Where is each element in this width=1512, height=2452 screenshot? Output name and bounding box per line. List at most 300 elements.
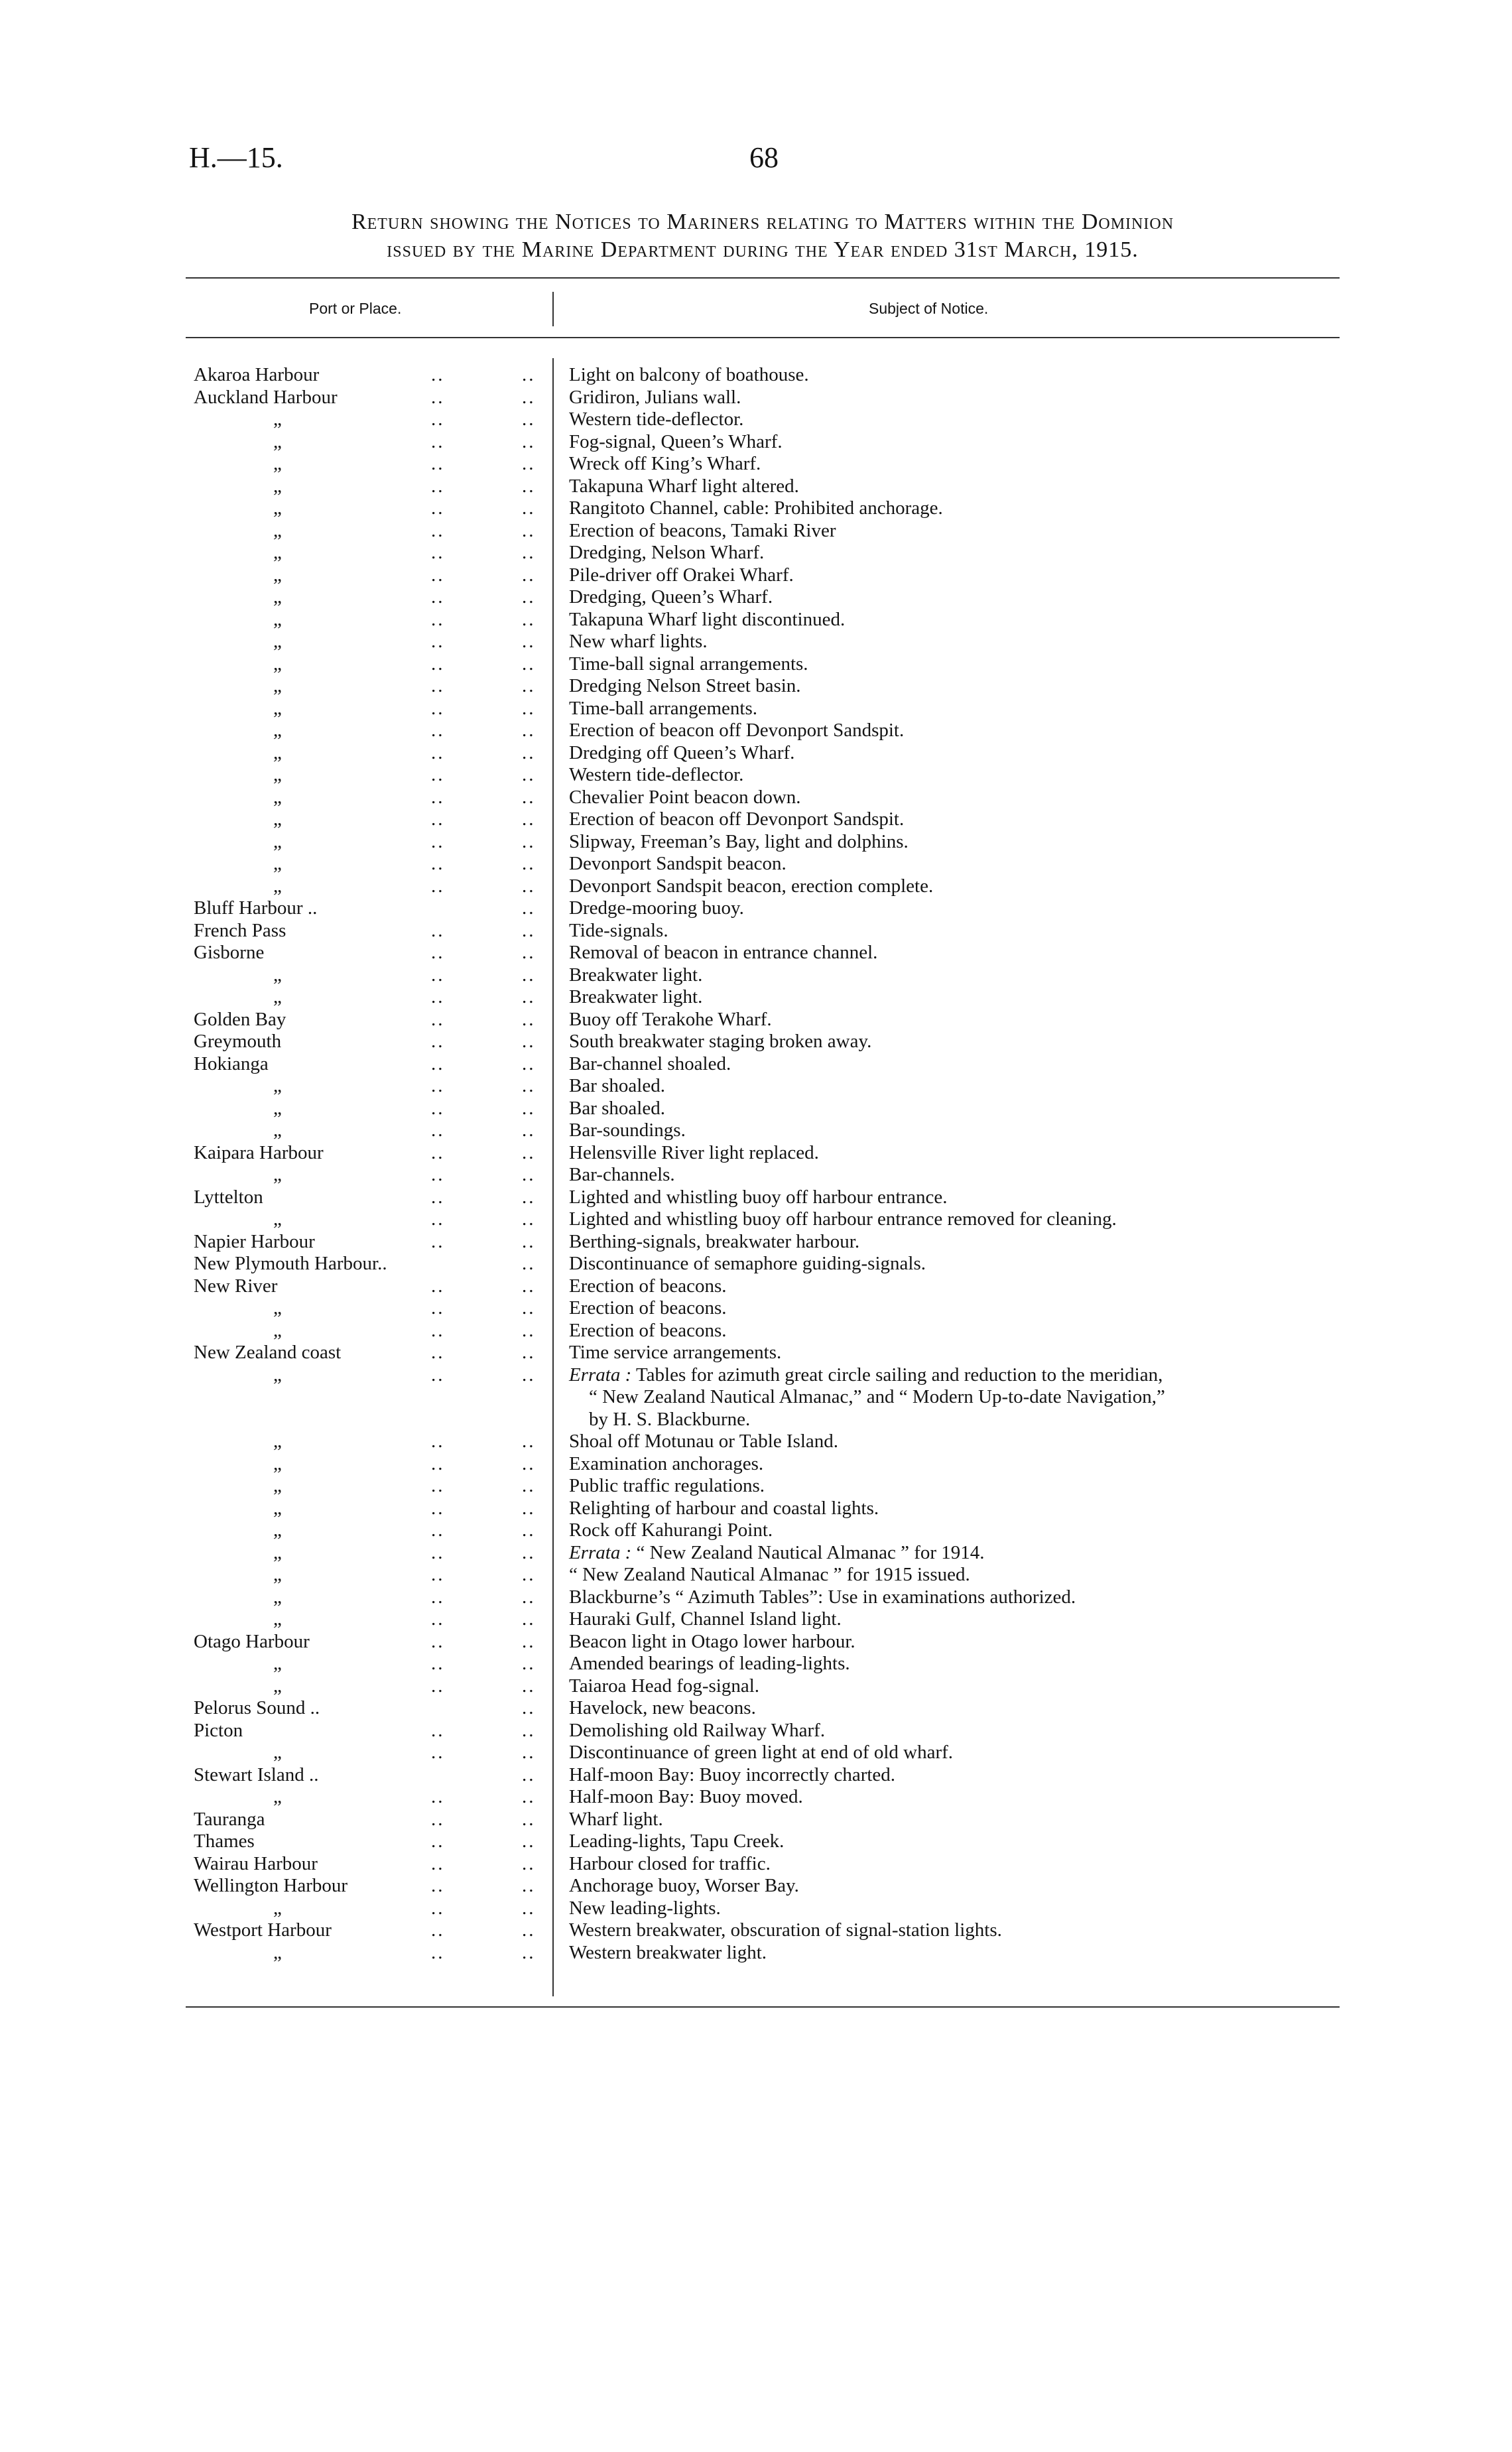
table-row — [0, 1342, 1512, 1364]
subject-cell — [569, 564, 794, 587]
subject-text: Time-ball arrangements. — [569, 697, 758, 719]
port-cell: „ — [273, 542, 282, 563]
table-row — [0, 586, 1512, 609]
leader-dots: .. — [522, 519, 536, 541]
subject-cell — [569, 409, 743, 431]
subject-text: Light on balcony of boathouse. — [569, 364, 809, 385]
header-bottom-rule — [186, 337, 1340, 338]
subject-text: Takapuna Wharf light discontinued. — [569, 608, 846, 630]
leader-dots: .. — [522, 1319, 536, 1341]
leader-dots: .. — [431, 1452, 445, 1474]
leader-dots: .. — [431, 1075, 445, 1096]
subject-text: Rock off Kahurangi Point. — [569, 1519, 773, 1541]
port-cell: „ — [273, 1742, 282, 1763]
table-row — [0, 942, 1512, 964]
subject-text: Time service arrangements. — [569, 1342, 782, 1363]
table-row — [0, 853, 1512, 875]
subject-text: Breakwater light. — [569, 964, 703, 986]
port-cell: „ — [273, 764, 282, 785]
port-cell: New Plymouth Harbour.. — [194, 1253, 387, 1274]
subject-text: Examination anchorages. — [569, 1452, 764, 1474]
subject-cell — [569, 1919, 1002, 1942]
table-row — [0, 1297, 1512, 1320]
subject-cell — [569, 653, 808, 676]
subject-text: Bar shoaled. — [569, 1097, 665, 1119]
leader-dots: .. — [522, 631, 536, 652]
subject-text: Erection of beacons. — [569, 1319, 727, 1341]
leader-dots: .. — [431, 519, 445, 541]
leader-dots: .. — [522, 1586, 536, 1608]
subject-text: Erection of beacons, Tamaki River — [569, 519, 836, 541]
leader-dots: .. — [431, 1808, 445, 1830]
table-title — [186, 208, 1340, 264]
port-cell: Pelorus Sound .. — [194, 1697, 320, 1718]
leader-dots: .. — [431, 1164, 445, 1185]
table-row — [0, 808, 1512, 831]
leader-dots: .. — [522, 1564, 536, 1585]
port-cell: Lyttelton — [194, 1186, 263, 1208]
port-cell: Westport Harbour — [194, 1919, 332, 1941]
subject-text: Anchorage buoy, Worser Bay. — [569, 1875, 799, 1896]
table-row — [0, 1275, 1512, 1298]
subject-text: Tables for azimuth great circle sailing and reduction to the meridian, — [631, 1364, 1163, 1386]
leader-dots: .. — [431, 653, 445, 675]
table-row — [0, 1631, 1512, 1653]
port-cell: „ — [273, 1097, 282, 1119]
subject-cell — [569, 1164, 675, 1187]
leader-dots: .. — [431, 764, 445, 785]
subject-cell — [569, 720, 904, 742]
leader-dots: .. — [431, 919, 445, 941]
subject-cell — [569, 1275, 727, 1298]
subject-text: Wreck off King’s Wharf. — [569, 453, 761, 474]
subject-text: “ New Zealand Nautical Almanac ” for 1914. — [631, 1541, 985, 1563]
subject-text: Half-moon Bay: Buoy moved. — [569, 1786, 803, 1807]
table-row — [0, 1098, 1512, 1120]
subject-text: Hauraki Gulf, Channel Island light. — [569, 1608, 842, 1630]
subject-text: Half-moon Bay: Buoy incorrectly charted. — [569, 1764, 896, 1785]
table-row — [0, 787, 1512, 809]
table-row — [0, 1431, 1512, 1453]
leader-dots: .. — [522, 830, 536, 852]
leader-dots: .. — [431, 1653, 445, 1674]
leader-dots: .. — [431, 1342, 445, 1363]
leader-dots: .. — [522, 720, 536, 741]
leader-dots: .. — [431, 1919, 445, 1941]
port-cell: „ — [273, 1941, 282, 1963]
port-cell: „ — [273, 853, 282, 874]
subject-text: Devonport Sandspit beacon, erection complete. — [569, 875, 934, 897]
subject-text: “ New Zealand Nautical Almanac ” for 1915 issued. — [569, 1564, 970, 1585]
leader-dots: .. — [431, 853, 445, 874]
leader-dots: .. — [522, 942, 536, 963]
subject-cell — [569, 497, 943, 520]
subject-text: Erection of beacon off Devonport Sandspit. — [569, 808, 905, 830]
subject-cell — [569, 1720, 825, 1742]
port-cell: „ — [273, 808, 282, 830]
table-row — [0, 1053, 1512, 1076]
subject-cell — [569, 853, 787, 875]
table-row — [0, 1142, 1512, 1165]
leader-dots: .. — [522, 1852, 536, 1874]
subject-text: Fog-signal, Queen’s Wharf. — [569, 430, 783, 452]
port-cell: „ — [273, 875, 282, 897]
leader-dots: .. — [431, 720, 445, 741]
subject-text: Western tide-deflector. — [569, 764, 744, 785]
leader-dots: .. — [522, 1519, 536, 1541]
header-column-divider — [552, 292, 554, 326]
subject-cell — [569, 1120, 686, 1142]
leader-dots: .. — [522, 1897, 536, 1919]
leader-dots: .. — [522, 409, 536, 430]
column-header-subject: Subject of Notice. — [869, 300, 989, 317]
leader-dots: .. — [431, 430, 445, 452]
table-row — [0, 1742, 1512, 1764]
port-cell: „ — [273, 1120, 282, 1141]
leader-dots: .. — [431, 1319, 445, 1341]
port-cell: „ — [273, 986, 282, 1007]
subject-cell — [569, 476, 799, 498]
port-cell: „ — [273, 564, 282, 586]
table-row — [0, 897, 1512, 920]
table-row — [0, 653, 1512, 676]
page-header — [189, 141, 1343, 180]
leader-dots: .. — [522, 1608, 536, 1630]
subject-text: Western tide-deflector. — [569, 409, 744, 430]
subject-cell — [569, 787, 801, 809]
subject-text: Removal of beacon in entrance channel. — [569, 942, 878, 963]
leader-dots: .. — [431, 1097, 445, 1119]
subject-text: Wharf light. — [569, 1808, 663, 1830]
table-row — [0, 875, 1512, 898]
title-line-1: Return showing the Notices to Mariners relating to Matters within the Dominion — [351, 210, 1174, 234]
port-cell: „ — [273, 720, 282, 741]
leader-dots: .. — [431, 1008, 445, 1030]
subject-cell — [569, 1942, 767, 1965]
leader-dots: .. — [522, 1541, 536, 1563]
leader-dots: .. — [522, 808, 536, 830]
leader-dots: .. — [431, 786, 445, 808]
subject-cell — [569, 586, 773, 609]
table-row — [0, 1475, 1512, 1498]
leader-dots: .. — [522, 386, 536, 408]
port-cell: Greymouth — [194, 1031, 282, 1052]
subject-text: Lighted and whistling buoy off harbour entrance removed for cleaning. — [569, 1208, 1117, 1230]
subject-cell — [569, 1809, 663, 1831]
table-row — [0, 387, 1512, 409]
leader-dots: .. — [431, 1831, 445, 1852]
table-row — [0, 986, 1512, 1009]
port-cell: Stewart Island .. — [194, 1764, 319, 1785]
leader-dots: .. — [522, 564, 536, 586]
port-cell: „ — [273, 1475, 282, 1496]
subject-cell — [569, 698, 757, 720]
leader-dots: .. — [522, 697, 536, 719]
leader-dots: .. — [522, 1831, 536, 1852]
table-row — [0, 364, 1512, 387]
subject-text: Dredging, Queen’s Wharf. — [569, 586, 773, 608]
notices-table — [0, 364, 1512, 1964]
subject-text: Pile-driver off Orakei Wharf. — [569, 564, 794, 586]
column-header-port: Port or Place. — [309, 300, 402, 317]
table-row — [0, 1409, 1512, 1431]
table-row — [0, 497, 1512, 520]
leader-dots: .. — [431, 1541, 445, 1563]
leader-dots: .. — [431, 1875, 445, 1896]
table-row — [0, 631, 1512, 653]
subject-text: Berthing-signals, breakwater harbour. — [569, 1230, 860, 1252]
subject-cell — [569, 453, 761, 476]
table-row — [0, 1586, 1512, 1609]
leader-dots: .. — [522, 1342, 536, 1363]
port-cell: „ — [273, 1541, 282, 1563]
table-row — [0, 831, 1512, 854]
port-cell: „ — [273, 430, 282, 452]
port-cell: „ — [273, 1786, 282, 1807]
leader-dots: .. — [431, 1031, 445, 1052]
subject-text: Erection of beacons. — [569, 1297, 727, 1319]
subject-text: Dredging off Queen’s Wharf. — [569, 742, 795, 763]
leader-dots: .. — [431, 364, 445, 385]
leader-dots: .. — [431, 409, 445, 430]
table-row — [0, 1608, 1512, 1631]
leader-dots: .. — [431, 608, 445, 630]
table-row — [0, 1519, 1512, 1542]
leader-dots: .. — [431, 386, 445, 408]
leader-dots: .. — [431, 475, 445, 497]
table-row — [0, 1187, 1512, 1209]
subject-cell — [569, 609, 845, 631]
table-row — [0, 1208, 1512, 1231]
table-row — [0, 1875, 1512, 1898]
leader-dots: .. — [431, 1497, 445, 1519]
table-row — [0, 964, 1512, 987]
leader-dots: .. — [522, 1097, 536, 1119]
subject-cell — [569, 1586, 1076, 1609]
leader-dots: .. — [522, 1120, 536, 1141]
subject-cell — [569, 742, 794, 765]
subject-text: Buoy off Terakohe Wharf. — [569, 1008, 772, 1030]
table-row — [0, 764, 1512, 787]
leader-dots: .. — [431, 742, 445, 763]
leader-dots: .. — [522, 475, 536, 497]
table-row — [0, 1898, 1512, 1920]
port-cell: „ — [273, 742, 282, 763]
table-row — [0, 1809, 1512, 1831]
leader-dots: .. — [522, 1786, 536, 1807]
port-cell: „ — [273, 1075, 282, 1096]
leader-dots: .. — [522, 1919, 536, 1941]
subject-text: Lighted and whistling buoy off harbour entrance. — [569, 1186, 948, 1208]
port-cell: Kaipara Harbour — [194, 1141, 324, 1163]
leader-dots: .. — [522, 1008, 536, 1030]
leader-dots: .. — [522, 653, 536, 675]
subject-text: New wharf lights. — [569, 631, 708, 652]
subject-cell — [569, 764, 743, 787]
table-row — [0, 1831, 1512, 1853]
port-cell: Napier Harbour — [194, 1230, 315, 1252]
subject-cell — [569, 1320, 727, 1342]
table-row — [0, 1697, 1512, 1720]
subject-cell — [569, 542, 764, 564]
subject-cell — [589, 1409, 750, 1431]
table-row — [0, 742, 1512, 765]
subject-text: New leading-lights. — [569, 1897, 721, 1919]
subject-text: Taiaroa Head fog-signal. — [569, 1675, 760, 1697]
subject-text: Devonport Sandspit beacon. — [569, 853, 787, 874]
title-line-2: issued by the Marine Department during the Year ended 31st March, 1915. — [387, 237, 1139, 262]
subject-cell — [569, 1142, 819, 1165]
subject-cell — [569, 1519, 773, 1542]
table-row — [0, 698, 1512, 720]
port-cell: Akaroa Harbour — [194, 364, 320, 385]
subject-text: Havelock, new beacons. — [569, 1697, 756, 1718]
subject-cell — [569, 986, 702, 1009]
leader-dots: .. — [431, 1630, 445, 1652]
subject-text: Tide-signals. — [569, 919, 668, 941]
subject-cell — [569, 1475, 765, 1498]
table-row — [0, 1786, 1512, 1809]
port-cell: „ — [273, 1564, 282, 1585]
subject-cell — [569, 831, 909, 854]
subject-cell — [569, 1297, 727, 1320]
leader-dots: .. — [522, 608, 536, 630]
leader-dots: .. — [522, 542, 536, 563]
port-cell: „ — [273, 1364, 282, 1386]
port-cell: „ — [273, 1297, 282, 1319]
leader-dots: .. — [522, 1431, 536, 1452]
subject-cell — [569, 431, 783, 454]
leader-dots: .. — [522, 742, 536, 763]
leader-dots: .. — [431, 1120, 445, 1141]
leader-dots: .. — [522, 1186, 536, 1208]
subject-text: Dredge-mooring buoy. — [569, 897, 744, 919]
subject-text: Bar-channels. — [569, 1164, 675, 1185]
errata-label: Errata : — [569, 1541, 632, 1563]
leader-dots: .. — [431, 1208, 445, 1230]
leader-dots: .. — [522, 497, 536, 519]
port-cell: „ — [273, 1452, 282, 1474]
table-row — [0, 675, 1512, 698]
subject-text: Public traffic regulations. — [569, 1475, 765, 1496]
subject-cell — [569, 1742, 953, 1764]
port-cell: „ — [273, 631, 282, 652]
leader-dots: .. — [431, 564, 445, 586]
subject-text: Chevalier Point beacon down. — [569, 786, 801, 808]
leader-dots: .. — [522, 964, 536, 986]
leader-dots: .. — [431, 986, 445, 1007]
subject-cell — [569, 364, 809, 387]
table-row — [0, 431, 1512, 454]
subject-cell — [569, 1542, 985, 1565]
port-cell: „ — [273, 1897, 282, 1919]
leader-dots: .. — [522, 1031, 536, 1052]
leader-dots: .. — [522, 1475, 536, 1496]
table-row — [0, 1675, 1512, 1698]
port-cell: Hokianga — [194, 1053, 269, 1074]
subject-cell — [569, 1031, 871, 1053]
port-cell: Auckland Harbour — [194, 386, 338, 408]
leader-dots: .. — [431, 1675, 445, 1697]
subject-cell — [569, 1075, 665, 1098]
table-row — [0, 564, 1512, 587]
leader-dots: .. — [431, 1297, 445, 1319]
table-row — [0, 1542, 1512, 1565]
subject-cell — [569, 1498, 879, 1520]
leader-dots: .. — [431, 1897, 445, 1919]
port-cell: Gisborne — [194, 942, 265, 963]
leader-dots: .. — [522, 430, 536, 452]
subject-cell — [569, 1853, 771, 1876]
subject-text: Leading-lights, Tapu Creek. — [569, 1831, 785, 1852]
table-row — [0, 1498, 1512, 1520]
leader-dots: .. — [522, 1297, 536, 1319]
leader-dots: .. — [431, 1186, 445, 1208]
subject-cell — [569, 1786, 803, 1809]
port-cell: French Pass — [194, 919, 286, 941]
leader-dots: .. — [522, 1675, 536, 1697]
leader-dots: .. — [431, 497, 445, 519]
table-row — [0, 1320, 1512, 1342]
port-cell: Thames — [194, 1831, 255, 1852]
leader-dots: .. — [522, 853, 536, 874]
leader-dots: .. — [522, 1253, 536, 1274]
leader-dots: .. — [522, 1719, 536, 1741]
subject-text: Western breakwater light. — [569, 1941, 767, 1963]
leader-dots: .. — [522, 764, 536, 785]
subject-text: Helensville River light replaced. — [569, 1141, 819, 1163]
leader-dots: .. — [522, 1764, 536, 1785]
subject-cell — [569, 1253, 926, 1275]
leader-dots: .. — [522, 1497, 536, 1519]
leader-dots: .. — [522, 1275, 536, 1297]
port-cell: „ — [273, 453, 282, 474]
port-cell: „ — [273, 1653, 282, 1674]
port-cell: New River — [194, 1275, 278, 1297]
port-cell: Otago Harbour — [194, 1630, 310, 1652]
subject-text: Erection of beacons. — [569, 1275, 727, 1297]
subject-cell — [569, 1053, 731, 1076]
leader-dots: .. — [522, 786, 536, 808]
subject-text: Slipway, Freeman’s Bay, light and dolphins. — [569, 830, 909, 852]
port-cell: Tauranga — [194, 1808, 265, 1830]
leader-dots: .. — [431, 586, 445, 608]
table-row — [0, 1164, 1512, 1187]
port-cell: Wellington Harbour — [194, 1875, 348, 1896]
subject-text: Bar shoaled. — [569, 1075, 665, 1096]
subject-text: Amended bearings of leading-lights. — [569, 1653, 850, 1674]
subject-cell — [569, 675, 801, 698]
leader-dots: .. — [522, 1053, 536, 1074]
subject-cell — [569, 1875, 799, 1898]
subject-text: Blackburne’s “ Azimuth Tables”: Use in examinations authorized. — [569, 1586, 1076, 1608]
port-cell: „ — [273, 475, 282, 497]
leader-dots: .. — [431, 542, 445, 563]
subject-cell — [569, 1187, 947, 1209]
table-row — [0, 520, 1512, 543]
leader-dots: .. — [431, 453, 445, 474]
port-cell: Bluff Harbour .. — [194, 897, 318, 919]
subject-cell — [569, 1631, 855, 1653]
table-row — [0, 542, 1512, 564]
leader-dots: .. — [431, 875, 445, 897]
leader-dots: .. — [522, 1208, 536, 1230]
port-cell: „ — [273, 830, 282, 852]
subject-text: Discontinuance of semaphore guiding-signals. — [569, 1253, 926, 1274]
leader-dots: .. — [522, 1452, 536, 1474]
leader-dots: .. — [522, 1230, 536, 1252]
leader-dots: .. — [431, 1742, 445, 1763]
